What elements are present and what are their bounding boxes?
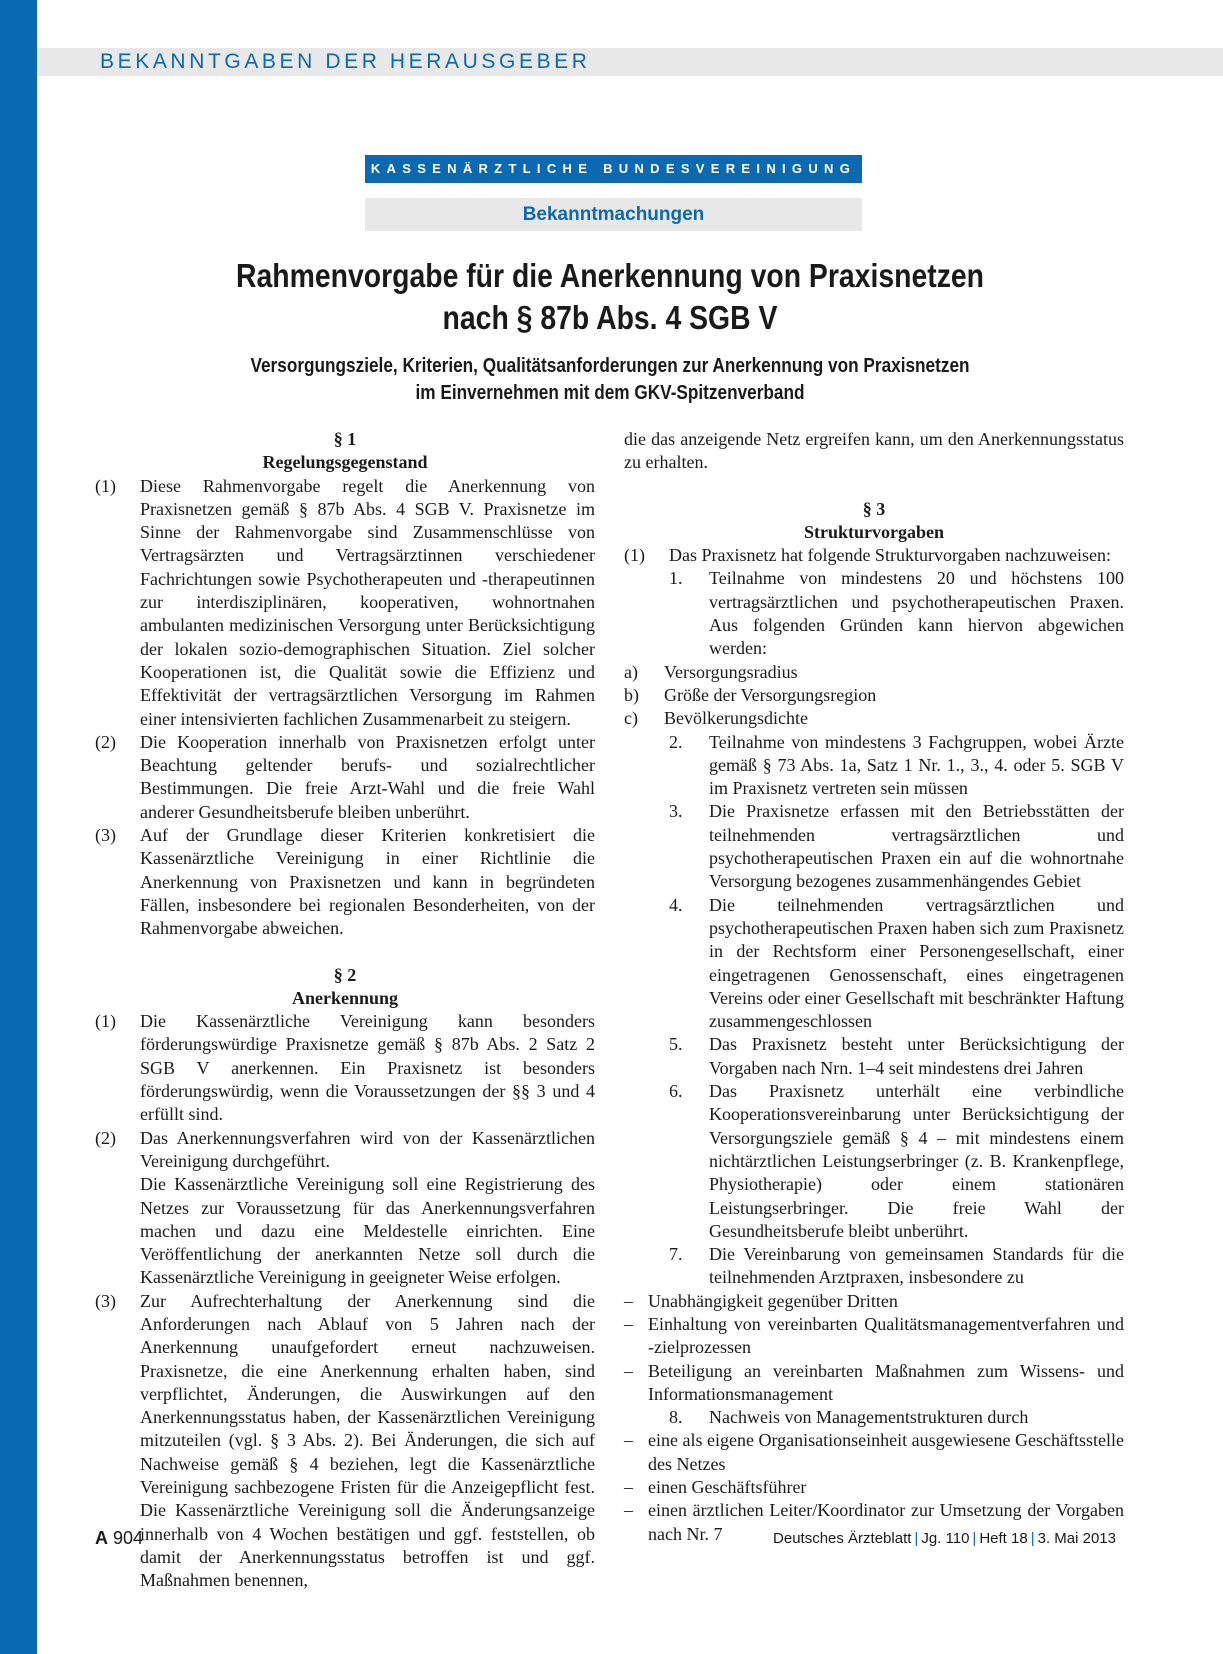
list-item-number: 3. xyxy=(669,801,683,822)
journal-date: 3. Mai 2013 xyxy=(1037,1530,1116,1547)
list-dash: – xyxy=(624,1313,633,1334)
dash-list xyxy=(624,1429,1124,1545)
paragraph-text: Die Kassenärztliche Vereinigung kann besonders förderungswürdige Praxisnetze gemäß § 87b Abs. 2 Satz 2 SGB V anerkennen. Ein Praxisnetz ist besonders förderungswürdig, wenn die Voraussetzungen der §§ 3 und 4 erfüllt sind. xyxy=(140,1011,595,1125)
paragraph xyxy=(95,1127,595,1290)
paragraph xyxy=(95,475,595,731)
paragraph xyxy=(95,1290,595,1593)
list-item-text: Teilnahme von mindestens 3 Fachgruppen, wobei Ärzte gemäß § 73 Abs. 1a, Satz 1 Nr. 1., 3., 4. oder 5. SGB V im Praxisnetz vertreten sein müssen xyxy=(709,731,1124,799)
right-column xyxy=(624,428,1124,1546)
section-2-number: § 2 xyxy=(333,964,357,985)
paragraph xyxy=(95,1010,595,1126)
paragraph xyxy=(624,544,1124,567)
list-item-number: 5. xyxy=(669,1034,683,1055)
list-item-text: eine als eigene Organisationseinheit ausgewiesene Geschäftsstelle des Netzes xyxy=(648,1430,1124,1474)
list-item-number: 6. xyxy=(669,1081,683,1102)
list-item-number: 7. xyxy=(669,1244,683,1265)
paragraph-label: (2) xyxy=(95,1127,116,1148)
list-item xyxy=(624,1313,1124,1360)
list-item xyxy=(669,1033,1124,1080)
paragraph-text: Zur Aufrechterhaltung der Anerkennung sind die Anforderungen nach Ablauf von 5 Jahren nach der Anerkennung unaufgefordert erneut nachzuweisen. Praxisnetze, die eine Anerkennung erhalten haben, sind verpflichtet, Änderungen, die Auswirkungen auf den Anerkennungsstatus haben, der Kassenärztlichen Vereinigung mitzuteilen (vgl. § 3 Abs. 2). Bei Änderungen, die sich auf Nachweise gemäß § 4 beziehen, legt die Kassenärztliche Vereinigung sachbezogene Fristen für die Anzeigepflicht fest. Die Kassenärztliche Vereinigung soll die Änderungsanzeige innerhalb von 4 Wochen bestätigen und ggf. feststellen, ob damit der Anerkennungsstatus betroffen ist und ggf. Maßnahmen benennen, xyxy=(140,1290,595,1591)
paragraph-label: (1) xyxy=(95,1011,116,1032)
left-column xyxy=(95,428,595,1593)
list-item-text: Die teilnehmenden vertragsärztlichen und psychotherapeutischen Praxen haben sich zum Praxisnetz in der Rechtsform einer Personengesellschaft, einer eingetragenen Genossenschaft, eines eingetragenen Vereins oder einer Gesellschaft mit beschränkter Haftung zusammengeschlossen xyxy=(709,894,1124,1032)
paragraph-label: (1) xyxy=(95,475,116,496)
list-item xyxy=(669,894,1124,1034)
list-item-text: Teilnahme von mindestens 20 und höchstens 100 vertragsärztlichen und psychotherapeutischen Praxen. Aus folgenden Gründen kann hiervon abgewichen werden: xyxy=(709,568,1124,659)
list-item-letter: c) xyxy=(624,708,638,729)
section-3-number: § 3 xyxy=(862,498,886,519)
list-item-text: Unabhängigkeit gegenüber Dritten xyxy=(648,1290,898,1311)
list-dash: – xyxy=(624,1360,633,1381)
list-item xyxy=(624,1429,1124,1476)
paragraph-text: Diese Rahmenvorgabe regelt die Anerkennung von Praxisnetzen gemäß § 87b Abs. 4 SGB V. Praxisnetze im Sinne der Rahmenvorgabe sind Zusammenschlüsse von Vertragsärzten und Vertragsärztinnen verschiedener Fachrichtungen sowie Psychotherapeuten und -therapeutinnen zur interdisziplinären, kooperativen, wohnortnahen ambulanten medizinischen Versorgung unter Berücksichtigung der lokalen sozio-demographischen Situation. Ziel solcher Kooperationen ist, die Qualität sowie die Effizienz und Effektivität der vertragsärztlichen Versorgung im Rahmen einer intensivierten fachlichen Zusammenarbeit zu steigern. xyxy=(140,475,595,729)
numbered-list xyxy=(624,731,1124,1290)
list-item-text: Die Praxisnetze erfassen mit den Betriebsstätten der teilnehmenden vertragsärztlichen und psychotherapeutischen Praxen ein auf die wohnortnahe Versorgung bezogenes zusammenhängendes Gebiet xyxy=(709,801,1124,892)
journal-name: Deutsches Ärzteblatt xyxy=(773,1530,912,1547)
list-item-text: Einhaltung von vereinbarten Qualitätsmanagementverfahren und -zielprozessen xyxy=(648,1313,1124,1358)
left-accent-bar xyxy=(0,0,37,1654)
list-item-number: 8. xyxy=(669,1407,683,1428)
letter-list xyxy=(624,661,1124,731)
list-item xyxy=(669,731,1124,801)
list-item xyxy=(624,661,1124,684)
numbered-list xyxy=(624,1406,1124,1429)
dash-list xyxy=(624,1290,1124,1406)
section-1-number: § 1 xyxy=(333,429,357,449)
list-dash: – xyxy=(624,1290,633,1311)
list-item-text: Nachweis von Managementstrukturen durch xyxy=(709,1407,1029,1428)
journal-info xyxy=(773,1530,1116,1547)
paragraph-continuation: die das anzeigende Netz ergreifen kann, um den Anerkennungsstatus zu erhalten. xyxy=(624,429,1124,473)
list-dash: – xyxy=(624,1500,633,1521)
list-item-text: einen ärztlichen Leiter/Koordinator zur Umsetzung der Vorgaben nach Nr. 7 xyxy=(648,1500,1124,1544)
list-item-text: Die Vereinbarung von gemeinsamen Standards für die teilnehmenden Arztpraxen, insbesondere zu xyxy=(709,1244,1124,1288)
list-item-text: Bevölkerungsdichte xyxy=(664,708,808,729)
separator: | xyxy=(1030,1530,1035,1547)
paragraph xyxy=(95,824,595,940)
list-item-text: Beteiligung an vereinbarten Maßnahmen zum Wissens- und Informationsmanagement xyxy=(648,1360,1124,1404)
section-3-title: Strukturvorgaben xyxy=(803,521,944,542)
page-number xyxy=(95,1528,143,1549)
title-line-2: nach § 87b Abs. 4 SGB V xyxy=(442,299,778,336)
list-item xyxy=(624,1290,1124,1313)
article-subtitle xyxy=(223,353,997,407)
list-item-number: 1. xyxy=(669,568,683,589)
section-header: BEKANNTGABEN DER HERAUSGEBER xyxy=(100,50,591,73)
article-title xyxy=(214,255,1005,339)
section-1-title: Regelungsgegenstand xyxy=(262,452,428,473)
list-item xyxy=(624,1360,1124,1407)
journal-volume: Jg. 110 xyxy=(921,1530,970,1547)
section-2-title: Anerkennung xyxy=(291,987,399,1008)
subtitle-line-1: Versorgungsziele, Kriterien, Qualitätsanforderungen zur Anerkennung von Praxisnetzen xyxy=(250,355,970,377)
list-dash: – xyxy=(624,1430,633,1451)
paragraph-label: (3) xyxy=(95,1290,116,1311)
list-item-text: einen Geschäftsführer xyxy=(648,1477,807,1498)
list-item xyxy=(669,567,1124,660)
paragraph-text: Das Praxisnetz hat folgende Strukturvorgaben nachzuweisen: xyxy=(669,545,1112,566)
numbered-list xyxy=(624,567,1124,660)
paragraph-text: Die Kooperation innerhalb von Praxisnetzen erfolgt unter Beachtung geltender berufs- und sozialrechtlicher Bestimmungen. Die freie Arzt-Wahl und die freie Wahl anderer Gesundheitsberufe bleiben unberührt. xyxy=(140,731,595,822)
page-num: 904 xyxy=(113,1528,144,1548)
list-item-text: Größe der Versorgungsregion xyxy=(664,684,877,705)
paragraph-label: (3) xyxy=(95,825,116,846)
list-item xyxy=(624,1476,1124,1499)
paragraph-label: (2) xyxy=(95,731,116,752)
list-item-number: 2. xyxy=(669,731,683,752)
list-item xyxy=(669,1243,1124,1290)
paragraph-text: Auf der Grundlage dieser Kriterien konkretisiert die Kassenärztliche Vereinigung in einer Richtlinie die Anerkennung von Praxisnetzen und kann in begründeten Fällen, insbesondere bei regionalen Besonderheiten, von der Rahmenvorgabe abweichen. xyxy=(140,825,595,939)
paragraph-text xyxy=(140,1127,595,1290)
list-item xyxy=(669,800,1124,893)
page-prefix: A xyxy=(95,1528,108,1548)
list-item-letter: a) xyxy=(624,661,638,682)
list-item-text: Versorgungsradius xyxy=(664,661,798,682)
list-dash: – xyxy=(624,1477,633,1498)
kbv-label: KASSENÄRZTLICHE BUNDESVEREINIGUNG xyxy=(365,155,862,183)
list-item-text: Das Praxisnetz besteht unter Berücksichtigung der Vorgaben nach Nrn. 1–4 seit mindestens drei Jahren xyxy=(709,1034,1124,1078)
list-item-letter: b) xyxy=(624,684,639,705)
list-item xyxy=(669,1080,1124,1243)
list-item-number: 4. xyxy=(669,894,683,915)
paragraph-text-b: Die Kassenärztliche Vereinigung soll eine Registrierung des Netzes zur Voraussetzung für das Anerkennungsverfahren machen und dazu eine Meldestelle einrichten. Eine Veröffentlichung der anerkannten Netze soll durch die Kassenärztliche Vereinigung in geeigneter Weise erfolgen. xyxy=(140,1174,595,1288)
title-line-1: Rahmenvorgabe für die Anerkennung von Praxisnetzen xyxy=(235,257,985,294)
list-item xyxy=(624,707,1124,730)
list-item-text: Das Praxisnetz unterhält eine verbindliche Kooperationsvereinbarung unter Berücksichtigung der Versorgungsziele gemäß § 4 – mit mindestens einem nichtärztlichen Leistungserbringer (z. B. Krankenpflege, Physiotherapie) oder einem stationären Leistungserbringer. Die freie Wahl der Gesundheitsberufe bleibt unberührt. xyxy=(709,1081,1124,1241)
paragraph xyxy=(95,731,595,824)
paragraph-label: (1) xyxy=(624,545,645,566)
separator: | xyxy=(914,1530,919,1547)
subtitle-line-2: im Einvernehmen mit dem GKV-Spitzenverband xyxy=(415,382,805,404)
journal-issue: Heft 18 xyxy=(979,1530,1028,1547)
paragraph-text-a: Das Anerkennungsverfahren wird von der Kassenärztlichen Vereinigung durchgeführt. xyxy=(140,1127,595,1171)
list-item xyxy=(669,1406,1124,1429)
separator: | xyxy=(972,1530,977,1547)
kbv-sublabel: Bekanntmachungen xyxy=(365,198,862,231)
list-item xyxy=(624,684,1124,707)
